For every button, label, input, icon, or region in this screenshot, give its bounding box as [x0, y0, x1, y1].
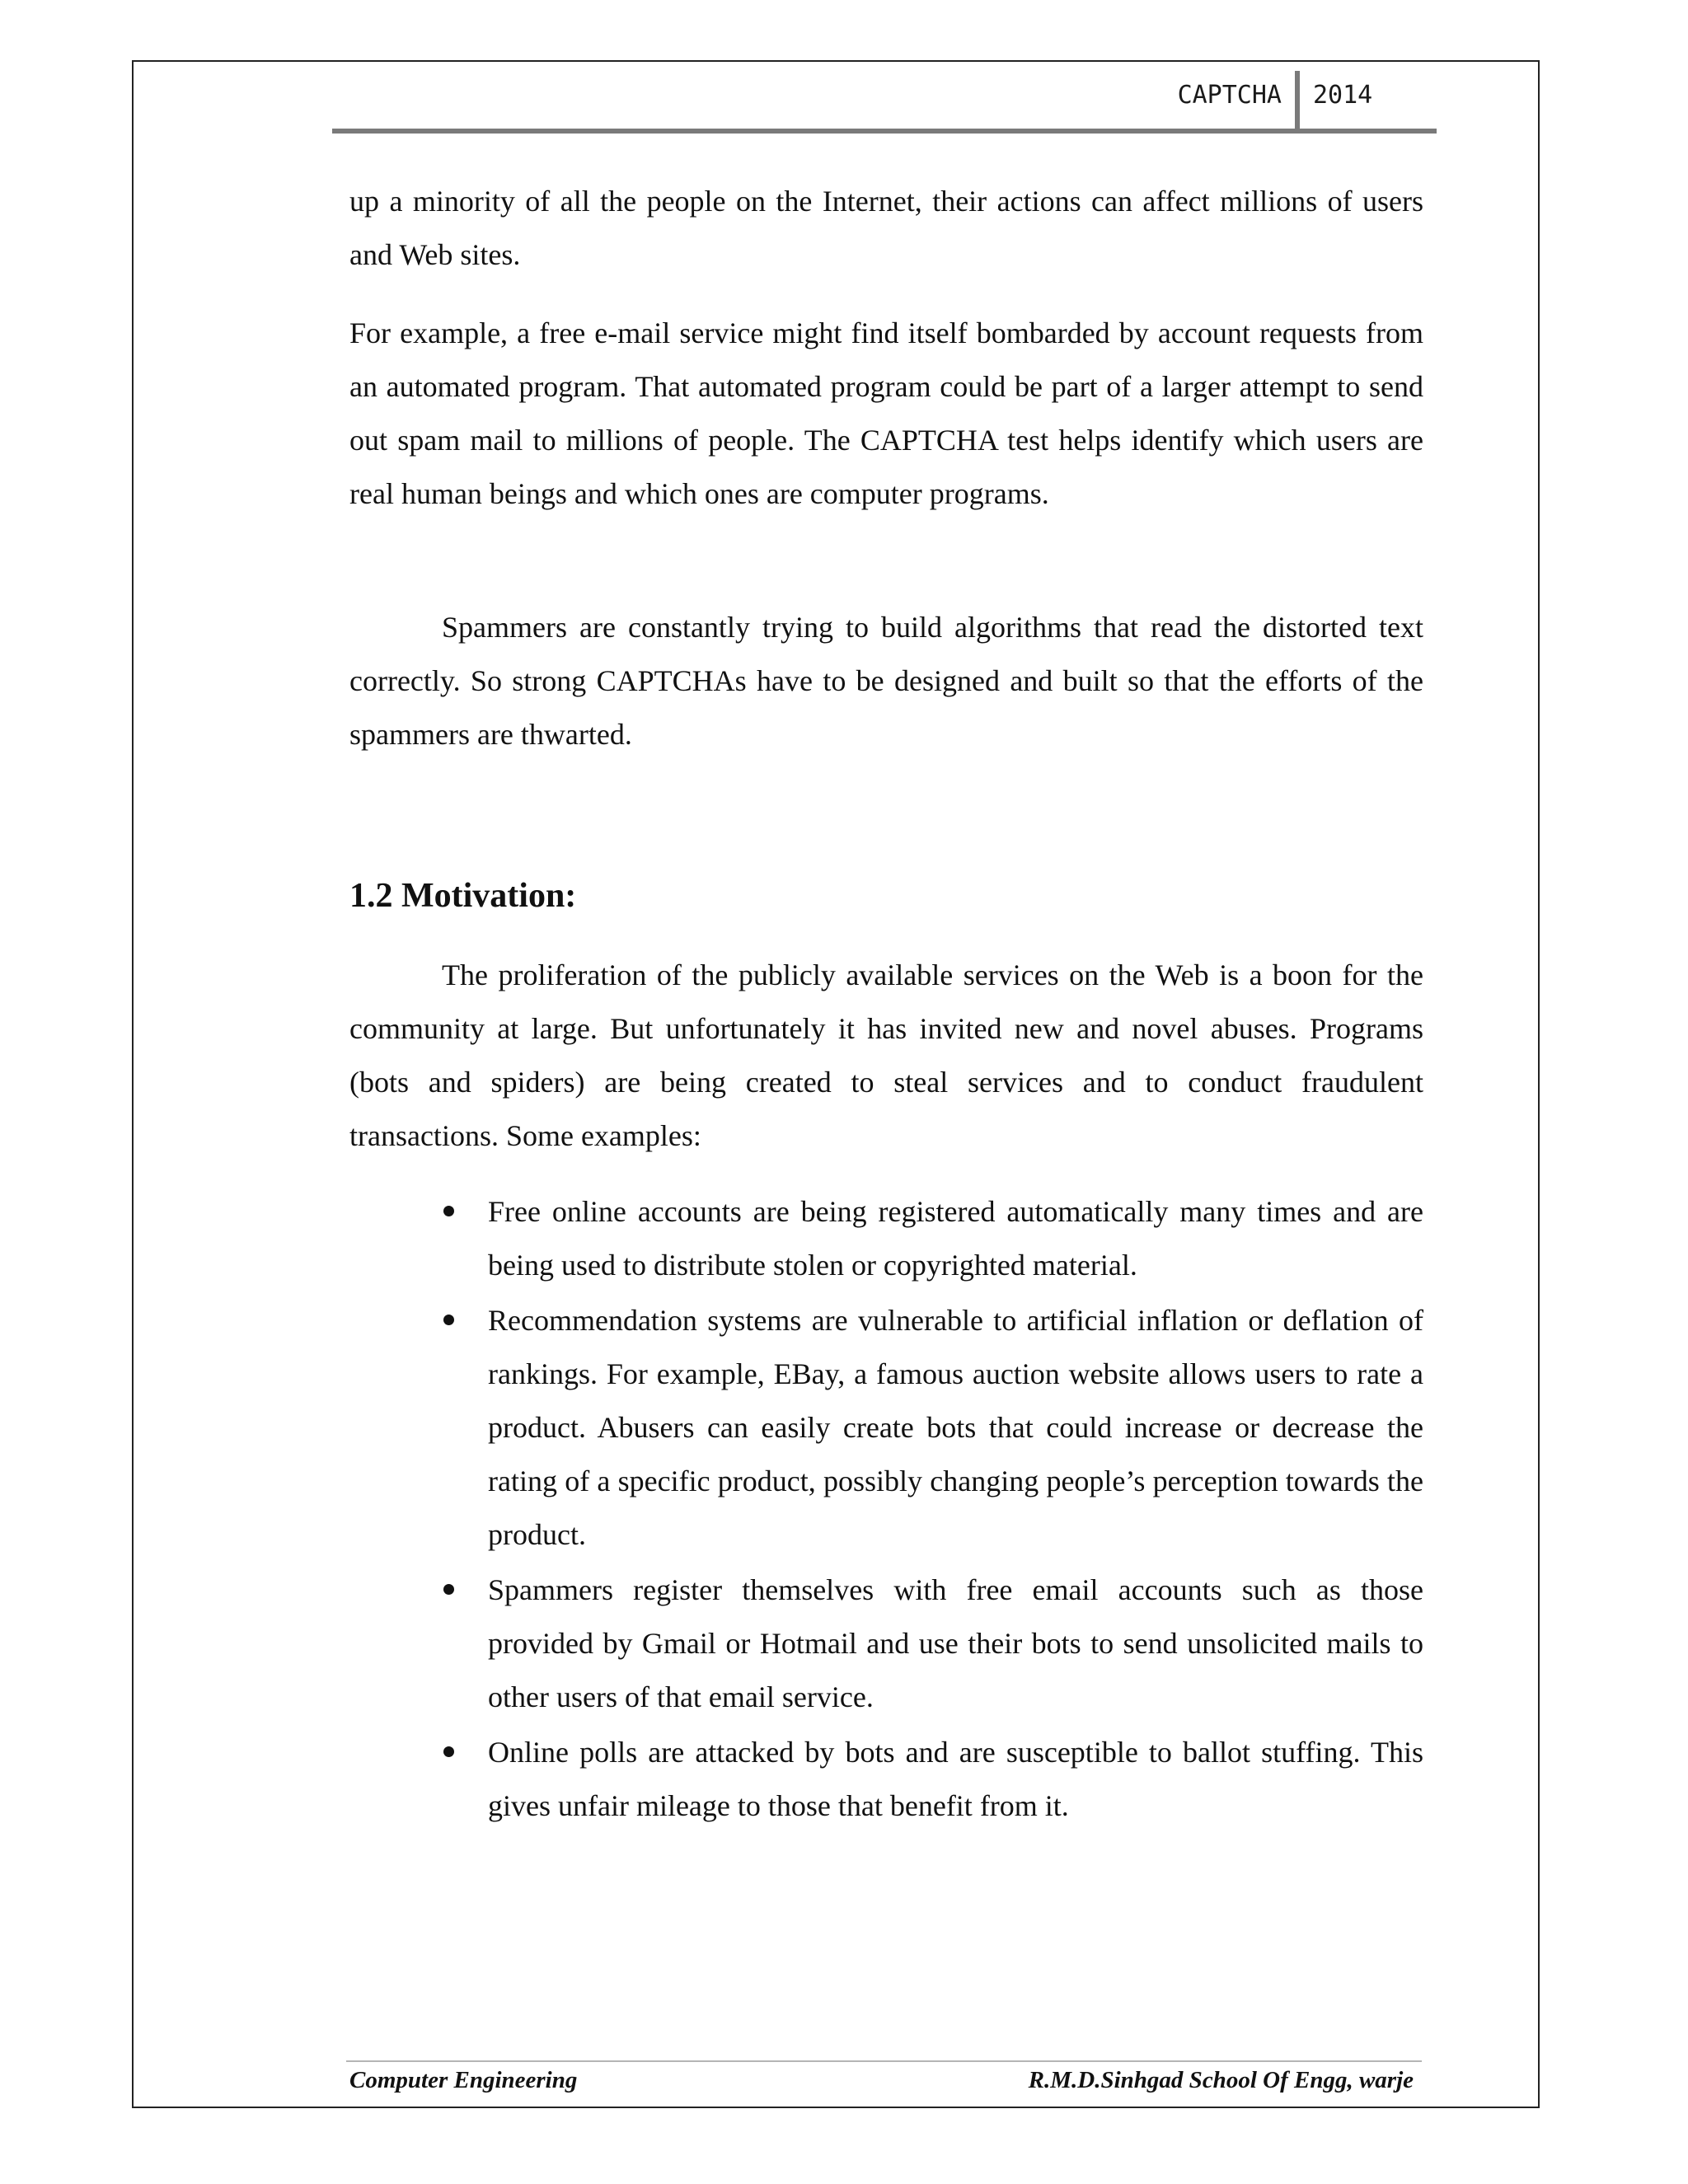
footer-institution: R.M.D.Sinhgad School Of Engg, warje — [1028, 2067, 1414, 2093]
section-intro: The proliferation of the publicly available services on the Web is a boon for the community at large. But unfortunately it has invited new and novel abuses. Programs (bots and spiders) are being created to steal services and to conduct fraudulent transactions. Some examples: — [349, 958, 1423, 1152]
list-item — [488, 1726, 1423, 1833]
body-paragraph-3: Spammers are constantly trying to build algorithms that read the distorted text correctly. So strong CAPTCHAs have to be designed and built so that the efforts of the spammers are thwarted. — [349, 611, 1423, 751]
footer-department: Computer Engineering — [349, 2067, 578, 2093]
bullet-icon — [443, 1584, 454, 1595]
section-heading: 1.2 Motivation: — [349, 877, 577, 915]
header-rule — [332, 129, 1437, 134]
list-item — [488, 1185, 1423, 1292]
page-header — [332, 69, 1437, 134]
page-content — [349, 175, 1423, 1835]
bullet-icon — [443, 1315, 454, 1325]
list-item-text: Online polls are attacked by bots and are susceptible to ballot stuffing. This gives unfair mileage to those that benefit from it. — [488, 1736, 1423, 1822]
list-item-text: Recommendation systems are vulnerable to artificial inflation or deflation of rankings. For example, EBay, a famous auction website allows users to rate a product. Abusers can easily create bots that could increase or decrease the rating of a specific product, possibly changing people’s perception towards the product. — [488, 1304, 1423, 1551]
header-year: 2014 — [1313, 81, 1373, 110]
footer-rule — [346, 2060, 1422, 2062]
list-item — [488, 1563, 1423, 1724]
body-paragraph-2: For example, a free e-mail service might find itself bombarded by account requests from an automated program. That automated program could be part of a larger attempt to send out spam mail to millions of people. The CAPTCHA test helps identify which users are real human beings and which ones are computer programs. — [349, 316, 1423, 510]
header-divider — [1295, 71, 1300, 129]
list-item-text: Free online accounts are being registered automatically many times and are being used to distribute stolen or copyrighted material. — [488, 1195, 1423, 1282]
list-item — [488, 1294, 1423, 1562]
examples-list — [349, 1185, 1423, 1833]
body-paragraph-1: up a minority of all the people on the Internet, their actions can affect millions of users and Web sites. — [349, 185, 1423, 271]
bullet-icon — [443, 1206, 454, 1216]
list-item-text: Spammers register themselves with free email accounts such as those provided by Gmail or Hotmail and use their bots to send unsolicited mails to other users of that email service. — [488, 1573, 1423, 1713]
bullet-icon — [443, 1746, 454, 1757]
header-title: CAPTCHA — [1177, 81, 1282, 110]
